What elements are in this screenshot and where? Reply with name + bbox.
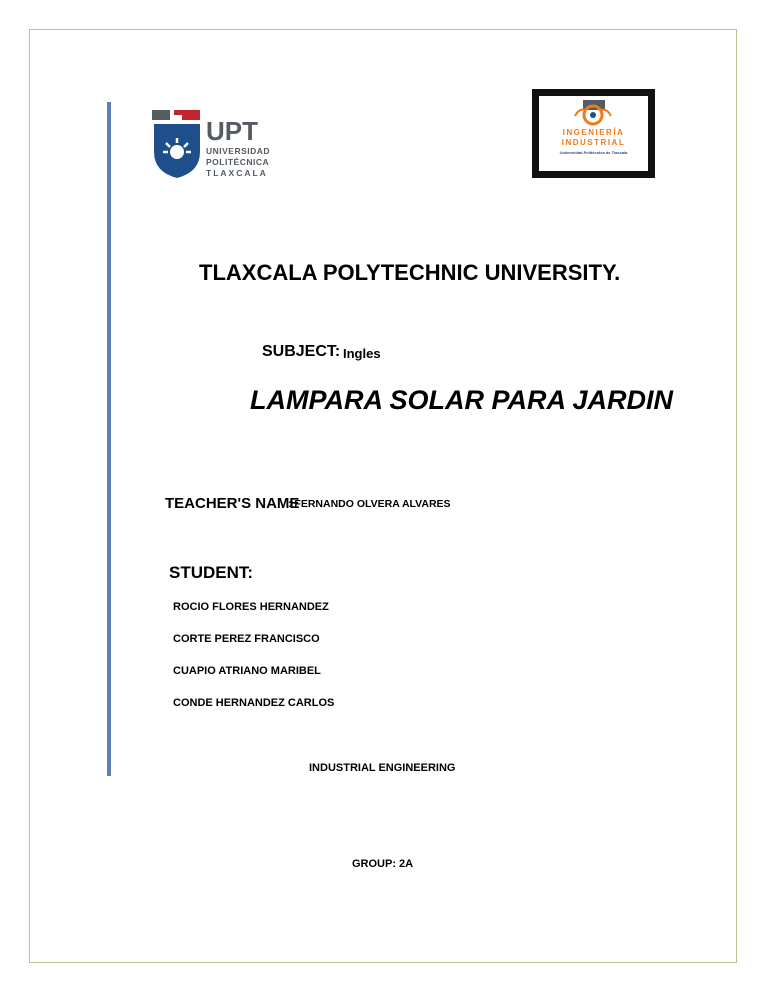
project-title: LAMPARA SOLAR PARA JARDIN bbox=[250, 385, 673, 415]
ingenieria-logo-inner bbox=[539, 96, 648, 171]
upt-line2: POLITÉCNICA bbox=[206, 157, 270, 167]
group-label: GROUP: 2A bbox=[352, 858, 414, 870]
teacher-name: : FERNANDO OLVERA ALVARES bbox=[288, 498, 451, 510]
subject-value: Ingles bbox=[343, 346, 381, 361]
ingenieria-line3: Universidad Politécnica de Tlaxcala bbox=[559, 150, 628, 155]
student-name: CORTE PEREZ FRANCISCO bbox=[173, 633, 320, 645]
ingenieria-industrial-logo bbox=[532, 89, 655, 178]
student-name: ROCIO FLORES HERNANDEZ bbox=[173, 601, 329, 613]
upt-line3: TLAXCALA bbox=[206, 168, 268, 178]
upt-acronym: UPT bbox=[206, 116, 258, 146]
student-name: CUAPIO ATRIANO MARIBEL bbox=[173, 665, 321, 677]
career-name: INDUSTRIAL ENGINEERING bbox=[309, 762, 456, 774]
gear-icon bbox=[539, 96, 648, 128]
ingenieria-line1: INGENIERÍA bbox=[562, 128, 625, 137]
student-name: CONDE HERNANDEZ CARLOS bbox=[173, 697, 335, 709]
upt-shield-icon bbox=[152, 108, 292, 180]
teacher-label: TEACHER'S NAME bbox=[165, 495, 300, 512]
side-accent-rule bbox=[107, 102, 111, 776]
ingenieria-line2: INDUSTRIAL bbox=[561, 138, 626, 147]
university-name: TLAXCALA POLYTECHNIC UNIVERSITY. bbox=[199, 260, 621, 285]
student-label: STUDENT: bbox=[169, 563, 254, 582]
upt-line1: UNIVERSIDAD bbox=[206, 146, 271, 156]
subject-label: SUBJECT: bbox=[262, 343, 341, 360]
upt-logo bbox=[152, 108, 292, 180]
